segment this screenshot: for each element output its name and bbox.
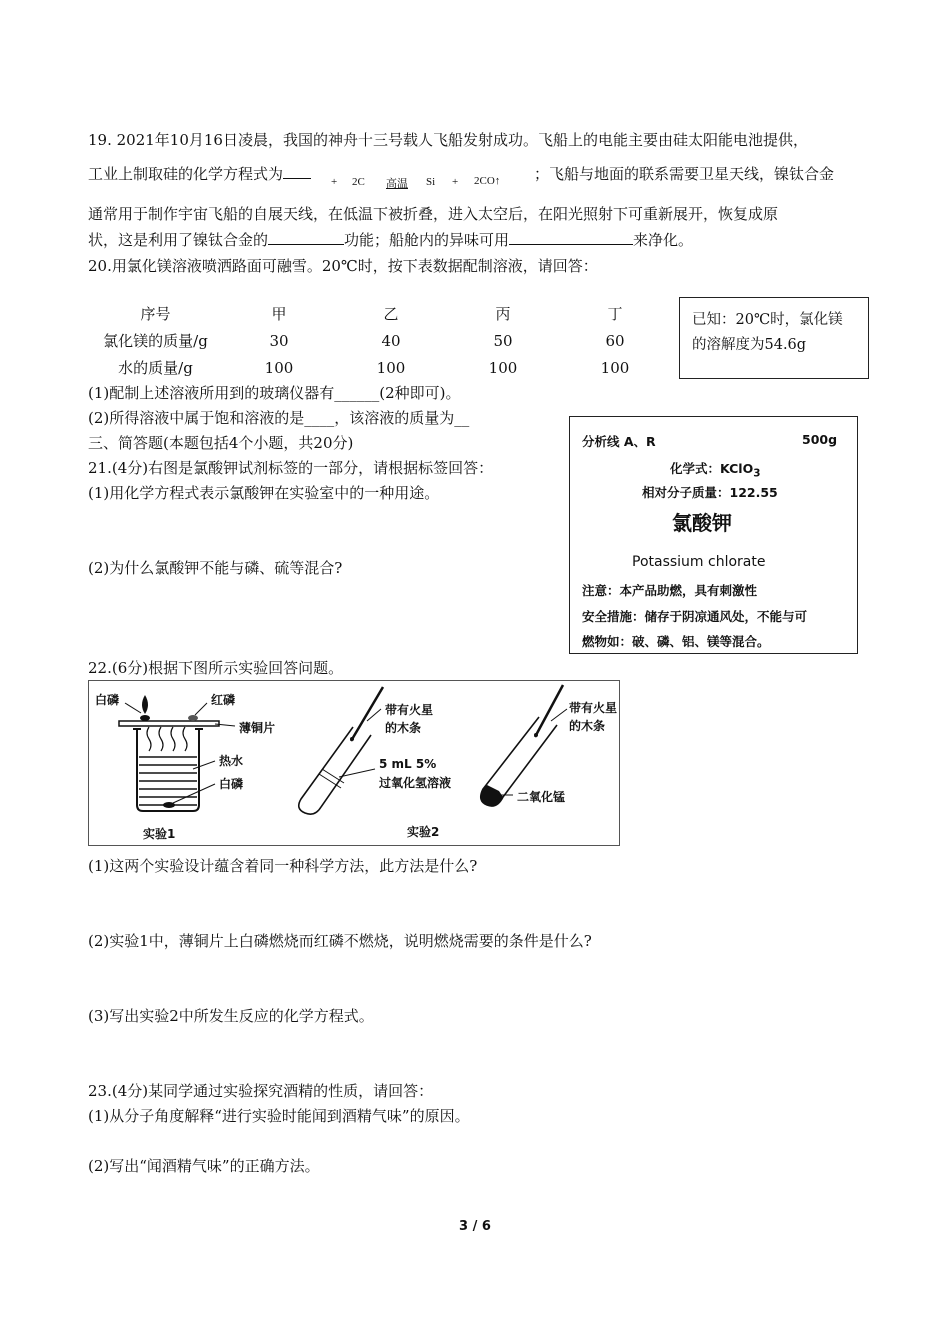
- table-cell: 30: [269, 331, 289, 350]
- table-header: 序号: [140, 305, 171, 323]
- q19-line1: 19. 2021年10月16日凌晨，我国的神舟十三号载人飞船发射成功。飞船上的电能主要由硅太阳能电池提供，: [88, 131, 808, 149]
- table-cell: 60: [605, 331, 625, 350]
- wooden-splint-1: [351, 687, 383, 741]
- solubility-note: 已知：20℃时，氯化镁的溶解度为54.6g: [679, 297, 869, 379]
- spark-icon: [350, 737, 354, 741]
- table-cell: 100: [264, 358, 294, 377]
- q22-intro: 22.(6分)根据下图所示实验回答问题。: [88, 659, 344, 677]
- q21-intro: 21.(4分)右图是氯酸钾试剂标签的一部分，请根据标签回答：: [88, 459, 494, 477]
- spark-icon: [534, 733, 538, 737]
- reagent-label: [569, 416, 858, 654]
- fig-white-phosphorus-bottom: 白磷: [219, 777, 244, 791]
- label-grade: 分析线 A、R: [582, 434, 656, 449]
- copper-sheet: [119, 721, 219, 726]
- q20-intro: 20.用氯化镁溶液喷洒路面可融雪。20℃时，按下表数据配制溶液，请回答：: [88, 257, 598, 275]
- table-row: [88, 327, 671, 354]
- q23-sub2: (2)写出“闻酒精气味”的正确方法。: [88, 1157, 320, 1175]
- eq-plus-2: +: [452, 176, 459, 188]
- q19-line3: 通常用于制作宇宙飞船的自展天线，在低温下被折叠，进入太空后，在阳光照射下可重新展开，恢复成原: [88, 205, 779, 223]
- label-formula-text: 化学式：KClO: [670, 461, 754, 476]
- fig-red-phosphorus: 红磷: [211, 693, 236, 707]
- table-header: 丙: [495, 305, 511, 323]
- q19-blank-eq[interactable]: [283, 164, 311, 179]
- red-phosphorus: [188, 715, 198, 721]
- experiment-figure: [88, 680, 620, 846]
- table-cell: 100: [376, 358, 406, 377]
- test-tube-1: [299, 727, 371, 814]
- table-cell: 100: [488, 358, 518, 377]
- q20-sub1: (1)配制上述溶液所用到的玻璃仪器有______(2种即可)。: [88, 384, 461, 402]
- label-name-en: Potassium chlorate: [632, 554, 766, 570]
- label-molecular-weight: 相对分子质量：122.55: [642, 485, 778, 500]
- q20-sub2: (2)所得溶液中属于饱和溶液的是____，该溶液的质量为__: [88, 409, 470, 427]
- q19-blank-function[interactable]: [268, 230, 344, 245]
- q19-line4-pre: 状，这是利用了镍钛合金的: [88, 231, 269, 249]
- fig-copper-sheet: 薄铜片: [239, 721, 276, 735]
- label-weight: 500g: [802, 432, 838, 447]
- experiment-drawing: [89, 681, 619, 845]
- table-header-row: [88, 300, 671, 327]
- fig-exp1-caption: 实验1: [143, 827, 176, 841]
- eq-2co: 2CO↑: [474, 175, 501, 187]
- solution-table: [88, 300, 671, 381]
- q19-line2: [88, 163, 311, 184]
- q21-sub2: (2)为什么氯酸钾不能与磷、硫等混合?: [88, 559, 343, 577]
- q19-line4: [88, 229, 693, 250]
- white-phosphorus: [140, 715, 150, 721]
- eq-plus-1: +: [331, 176, 338, 188]
- fig-solution-line1: 5 mL 5%: [379, 757, 437, 771]
- label-name-cn: 氯酸钾: [672, 511, 732, 535]
- fig-splint2-line2: 的木条: [569, 719, 606, 733]
- table-cell: 氯化镁的质量/g: [103, 332, 208, 350]
- table-header: 丁: [607, 305, 623, 323]
- q22-sub3: (3)写出实验2中所发生反应的化学方程式。: [88, 1007, 374, 1025]
- q19-line2-post: ；飞船与地面的联系需要卫星天线，镍钛合金: [534, 165, 835, 183]
- table-cell: 40: [381, 331, 401, 350]
- label-formula: [670, 459, 760, 480]
- fig-solution-line2: 过氧化氢溶液: [379, 776, 452, 790]
- wooden-splint-2: [535, 685, 563, 737]
- eq-condition: 高温: [386, 178, 408, 190]
- beaker-icon: [133, 727, 203, 811]
- label-safety-line2: 燃物如：破、磷、铝、镁等混合。: [582, 634, 770, 649]
- eq-2c: 2C: [352, 176, 365, 188]
- q19-line4-post: 来净化。: [633, 231, 694, 249]
- table-cell: 50: [493, 331, 513, 350]
- label-safety-line1: 安全措施：储存于阴凉通风处，不能与可: [582, 609, 808, 624]
- label-caution: 注意：本产品助燃，具有刺激性: [582, 583, 758, 598]
- fig-exp2-caption: 实验2: [407, 825, 440, 839]
- fig-hot-water: 热水: [219, 754, 244, 768]
- page-indicator: 3 / 6: [459, 1219, 491, 1234]
- q23-sub1: (1)从分子角度解释“进行实验时能闻到酒精气味”的原因。: [88, 1107, 470, 1125]
- q19-line4-mid: 功能；船舱内的异味可用: [344, 231, 510, 249]
- q19-blank-purifier[interactable]: [509, 230, 633, 245]
- fig-splint2-line1: 带有火星: [569, 701, 618, 715]
- q22-sub1: (1)这两个实验设计蕴含着同一种科学方法，此方法是什么?: [88, 857, 478, 875]
- q23-intro: 23.(4分)某同学通过实验探究酒精的性质，请回答：: [88, 1082, 434, 1100]
- fig-mno2: 二氧化锰: [517, 790, 566, 804]
- table-cell: 100: [600, 358, 630, 377]
- flame-icon: [142, 695, 148, 714]
- table-row: [88, 354, 671, 381]
- table-header: 甲: [271, 305, 287, 323]
- table-header: 乙: [383, 305, 399, 323]
- eq-si: Si: [426, 176, 436, 188]
- q21-sub1: (1)用化学方程式表示氯酸钾在实验室中的一种用途。: [88, 484, 440, 502]
- q19-line2-text: 工业上制取硅的化学方程式为: [88, 165, 284, 183]
- fig-splint1-line1: 带有火星: [385, 703, 434, 717]
- section-heading: 三、简答题(本题包括4个小题，共20分): [88, 434, 354, 452]
- fig-white-phosphorus-top: 白磷: [95, 693, 120, 707]
- fig-splint1-line2: 的木条: [385, 721, 422, 735]
- table-cell: 水的质量/g: [118, 359, 193, 377]
- q22-sub2: (2)实验1中，薄铜片上白磷燃烧而红磷不燃烧，说明燃烧需要的条件是什么?: [88, 932, 592, 950]
- label-formula-sub: 3: [753, 467, 761, 480]
